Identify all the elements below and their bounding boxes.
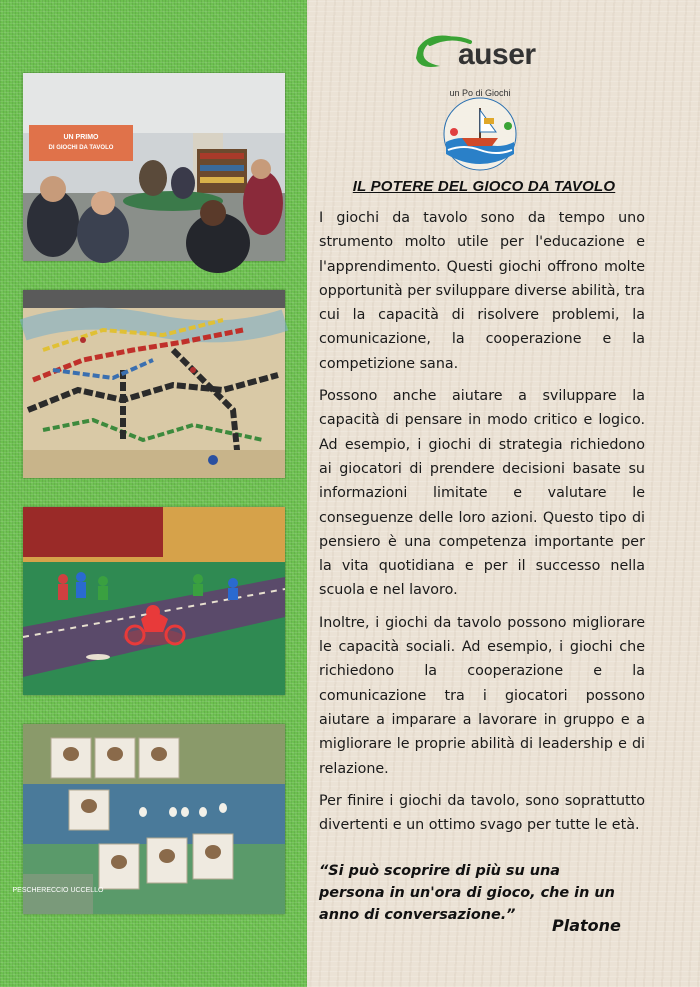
photo-cycling-board-game (23, 507, 285, 695)
banner-text-2: DI GIOCHI DA TAVOLO (48, 145, 114, 151)
card-text: PESCHERECCIO UCCELLO (12, 887, 104, 894)
paragraph-1: I giochi da tavolo sono da tempo uno strumento molto utile per l'educazione e l'apprendimento. Questi giochi offrono molte opportunità per sviluppare diverse abilità, tra cui la capacità di risolvere problemi, la comunicazione, la cooperazione e la competizione sana. (319, 210, 645, 372)
quote: “Si può scoprire di più su una persona in un'ora di gioco, che in un anno di conversazione.” (319, 863, 615, 923)
quote-author: Platone (552, 916, 621, 935)
photo-players-room (23, 73, 285, 261)
photo-bird-card-game (12, 724, 285, 914)
emblem-text: un Po di Giochi (449, 88, 511, 98)
article-body (319, 206, 645, 845)
paragraph-2: Possono anche aiutare a sviluppare la capacità di pensare in modo critico e logico. Ad esempio, i giochi di strategia richiedono ai giocatori di prendere decisioni basate su informazioni limitate e valutare le conseguenze delle loro azioni. Questo tipo di pensiero è una competenza importante per la vita quotidiana e per il successo nella scuola e nel lavoro. (319, 388, 645, 599)
article-title: IL POTERE DEL GIOCO DA TAVOLO (352, 178, 616, 195)
logo-text: auser (458, 38, 536, 71)
un-po-di-giochi-emblem (432, 84, 528, 174)
photo-train-board-game (23, 290, 285, 478)
banner-text-1: UN PRIMO (63, 134, 99, 141)
paragraph-3: Inoltre, i giochi da tavolo possono migliorare le capacità sociali. Ad esempio, i giochi che richiedono la cooperazione e la comunicazione tra i giocatori possono aiutare a imparare a lavorare in gruppo e a migliorare le proprie abilità di leadership e di relazione. (319, 614, 645, 777)
paragraph-4: Per finire i giochi da tavolo, sono soprattutto divertenti e un ottimo svago per tutte le età. (319, 792, 645, 834)
